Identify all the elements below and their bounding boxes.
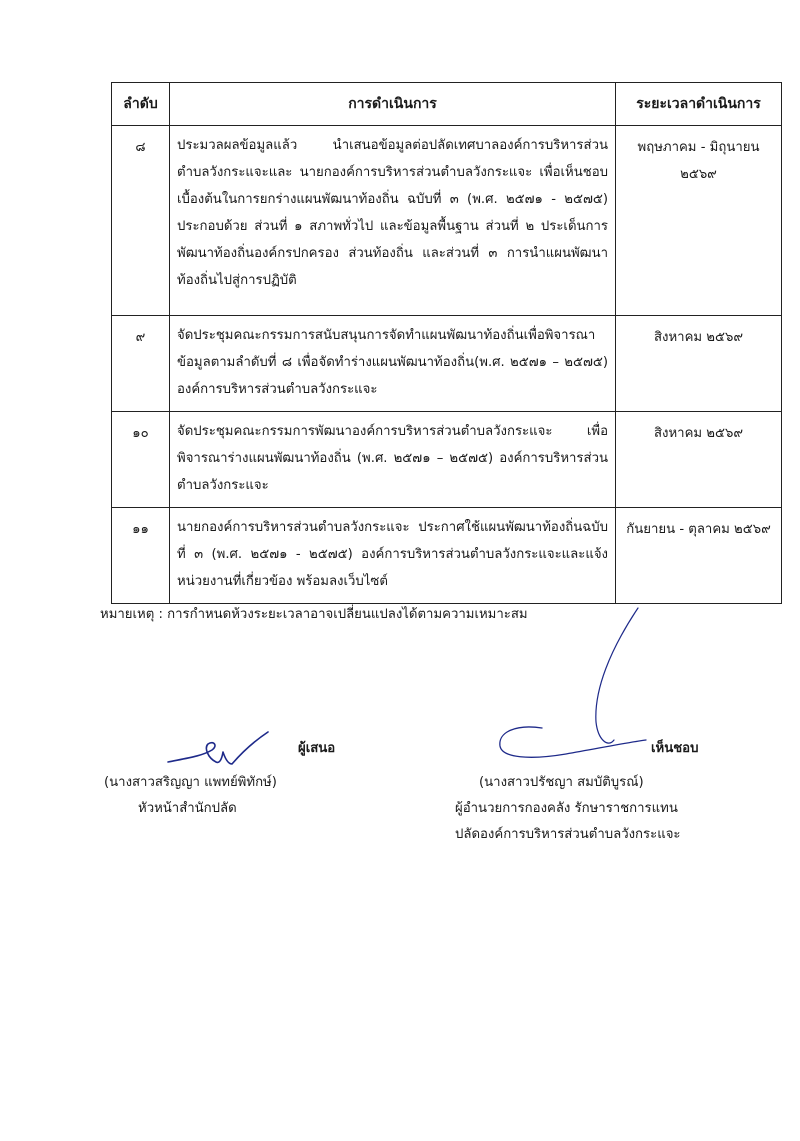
row-number: ๘ (112, 126, 170, 316)
proposer-position: หัวหน้าสำนักปลัด (138, 801, 237, 816)
table-row (112, 508, 782, 604)
proposer-name: (นางสาวสริญญา แพทย์พิทักษ์) (104, 775, 277, 790)
approver-position-line2: ปลัดองค์การบริหารส่วนตำบลวังกระแจะ (455, 827, 681, 842)
header-period: ระยะเวลาดำเนินการ (616, 83, 782, 126)
approver-position-line1: ผู้อำนวยการกองคลัง รักษาราชการแทน (455, 801, 678, 816)
row-action: จัดประชุมคณะกรรมการพัฒนาองค์การบริหารส่วนตำบลวังกระแจะ เพื่อพิจารณาร่างแผนพัฒนาท้องถิ่น (พ.ศ. ๒๕๗๑ – ๒๕๗๕) องค์การบริหารส่วนตำบลวังกระแจะ (170, 412, 616, 508)
row-period: สิงหาคม ๒๕๖๙ (616, 412, 782, 508)
approver-name: (นางสาวปรัชญา สมบัติบูรณ์) (479, 775, 644, 790)
row-period: พฤษภาคม - มิถุนายน ๒๕๖๙ (616, 126, 782, 316)
row-action: จัดประชุมคณะกรรมการสนับสนุนการจัดทำแผนพัฒนาท้องถิ่นเพื่อพิจารณาข้อมูลตามลำดับที่ ๘ เพื่อจัดทำร่างแผนพัฒนาท้องถิ่น(พ.ศ. ๒๕๗๑ – ๒๕๗๕) องค์การบริหารส่วนตำบลวังกระแจะ (170, 316, 616, 412)
header-no: ลำดับ (112, 83, 170, 126)
table-row (112, 412, 782, 508)
row-number: ๙ (112, 316, 170, 412)
approver-role-label: เห็นชอบ (651, 741, 699, 756)
schedule-table (111, 82, 782, 604)
row-action: นายกองค์การบริหารส่วนตำบลวังกระแจะ ประกาศใช้แผนพัฒนาท้องถิ่นฉบับที่ ๓ (พ.ศ. ๒๕๗๑ - ๒๕๗๕) องค์การบริหารส่วนตำบลวังกระแจะและแจ้งหน่วยงานที่เกี่ยวข้อง พร้อมลงเว็บไซต์ (170, 508, 616, 604)
approver-signature (490, 600, 650, 770)
table-row (112, 126, 782, 316)
table-row (112, 316, 782, 412)
note-text: หมายเหตุ : การกำหนดห้วงระยะเวลาอาจเปลี่ยนแปลงได้ตามความเหมาะสม (100, 607, 528, 622)
header-action: การดำเนินการ (170, 83, 616, 126)
row-number: ๑๑ (112, 508, 170, 604)
row-number: ๑๐ (112, 412, 170, 508)
row-action: ประมวลผลข้อมูลแล้ว นำเสนอข้อมูลต่อปลัดเทศบาลองค์การบริหารส่วนตำบลวังกระแจะและ นายกองค์การบริหารส่วนตำบลวังกระแจะ เพื่อเห็นชอบเบื้องต้นในการยกร่างแผนพัฒนาท้องถิ่น ฉบับที่ ๓ (พ.ศ. ๒๕๗๑ - ๒๕๗๕) ประกอบด้วย ส่วนที่ ๑ สภาพทั่วไป และข้อมูลพื้นฐาน ส่วนที่ ๒ ประเด็นการพัฒนาท้องถิ่นองค์กรปกครอง ส่วนท้องถิ่น และส่วนที่ ๓ การนำแผนพัฒนาท้องถิ่นไปสู่การปฏิบัติ (170, 126, 616, 316)
proposer-role-label: ผู้เสนอ (298, 741, 336, 756)
row-period: สิงหาคม ๒๕๖๙ (616, 316, 782, 412)
row-period: กันยายน - ตุลาคม ๒๕๖๙ (616, 508, 782, 604)
table-header-row (112, 83, 782, 126)
